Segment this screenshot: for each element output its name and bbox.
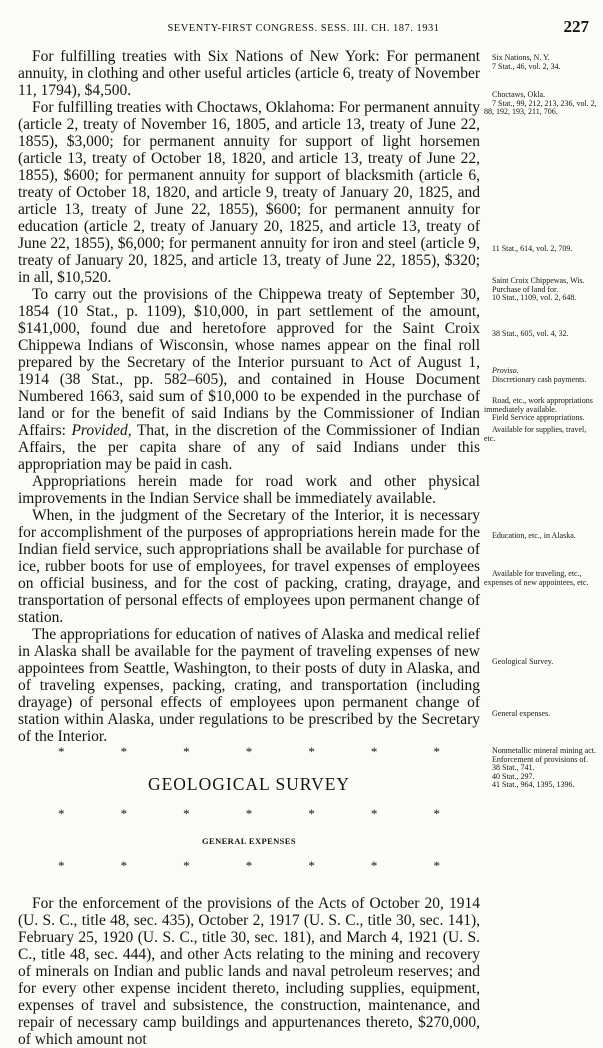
star: * — [370, 806, 378, 821]
margin-note-road-work: Road, etc., work appropriations immediately available. Field Service appropriations. — [484, 396, 593, 423]
margin-note-education-alaska: Education, etc., in Alaska. — [492, 531, 576, 540]
star: * — [120, 858, 128, 873]
star: * — [120, 744, 128, 759]
star: * — [370, 858, 378, 873]
star: * — [183, 744, 190, 759]
paragraph-mineral-enforcement: For the enforcement of the provisions of the Acts of October 20, 1914 (U. S. C., title 48, sec. 435), October 2, 1917 (U. S. C., title 30, sec. 141), February 25, 1920 (U. S. C., title 30, sec. 181), and March 4, 1921 (U. S. C., title 48, sec. 444), and other Acts relating to the mining and recovery of minerals on Indian and public lands and naval petroleum reserves; and for every other expense incident thereto, including supplies, equipment, expenses of travel and subsistence, the construction, maintenance, and repair of necessary camp buildings and appurtenances thereto, $270,000, of which amount not — [18, 895, 480, 1048]
chippewa-text-a: To carry out the provisions of the Chippewa treaty of September 30, 1854 (10 Stat., p. 1109), $10,000, in part settlement of the amount, $141,000, found due and heretofore approved for the Saint Croix Chippewa Indians of Wisconsin, whose names appear on the final roll prepared by the Secretary of the Interior pursuant to Act of August 1, 1914 (38 Stat., pp. 582–605), and contained in House Document Numbered 1663, said sum of $10,000 to be expended in the purchase of land or for the benefit of said Indians by the Commissioner of Indian Affairs: — [18, 286, 480, 439]
margin-note-proviso: Proviso. Discretionary cash payments. — [492, 366, 587, 384]
chippewa-text-b: That, in the discretion of the Commissioner of Indian Affairs, the per capita share of any of said Indians under this appropriation may be paid in cash. — [18, 422, 481, 473]
margin-note-geological-survey: Geological Survey. — [492, 657, 554, 666]
margin-note-stat-614: 11 Stat., 614, vol. 2, 709. — [492, 244, 573, 253]
margin-note-choctaws: Choctaws, Okla. 7 Stat., 99, 212, 213, 236, vol. 2, 88, 192, 193, 211, 706. — [484, 90, 597, 117]
star: * — [245, 806, 253, 821]
star: * — [370, 744, 378, 759]
star: * — [183, 858, 190, 873]
margin-note-traveling: Available for traveling, etc., expenses of new appointees, etc. — [484, 569, 589, 587]
star: * — [58, 744, 65, 759]
paragraph-road-work: Appropriations herein made for road work and other physical improvements in the Indian Service shall be immediately available. — [18, 473, 480, 507]
star: * — [58, 858, 65, 873]
star: * — [433, 744, 440, 759]
running-head: SEVENTY-FIRST CONGRESS. SESS. III. CH. 187. 1931 — [167, 23, 440, 34]
margin-note-six-nations: Six Nations, N. Y. 7 Stat., 46, vol. 2, 34. — [492, 53, 561, 71]
margin-note-stat-605: 38 Stat., 605, vol. 4, 32. — [492, 329, 569, 338]
star-separator — [18, 745, 480, 759]
star-separator — [18, 807, 480, 821]
star-separator — [18, 859, 480, 873]
paragraph-alaska: The appropriations for education of natives of Alaska and medical relief in Alaska shall be available for the payment of traveling expenses of new appointees from Seattle, Washington, to their posts of duty in Alaska, and of traveling expenses, packing, crating, and transportation (including drayage) of personal effects of employees upon permanent change of station within Alaska, under regulations to be prescribed by the Secretary of the Interior. — [18, 626, 480, 745]
margin-note-supplies: Available for supplies, travel, etc. — [484, 425, 587, 443]
page-number: 227 — [563, 17, 589, 36]
margin-note-general-expenses: General expenses. — [492, 709, 551, 718]
star: * — [183, 806, 190, 821]
star: * — [308, 858, 315, 873]
star: * — [308, 806, 315, 821]
paragraph-choctaws: For fulfilling treaties with Choctaws, Oklahoma: For permanent annuity (article 2, treaty of November 16, 1805, and article 13, treaty of June 22, 1855), $3,000; for permanent annuity for support of light horsemen (article 13, treaty of October 18, 1820, and article 13, treaty of June 22, 1855), $600; for permanent annuity for support of blacksmith (article 6, treaty of October 18, 1820, and article 9, treaty of January 20, 1825, and article 13, treaty of June 22, 1855), $600; for permanent annuity for education (article 2, treaty of January 20, 1825, and article 13, treaty of June 22, 1855), $6,000; for permanent annuity for iron and steel (article 9, treaty of January 20, 1825, and article 13, treaty of June 22, 1855), $320; in all, $10,520. — [18, 99, 480, 286]
paragraph-chippewa — [18, 286, 480, 473]
subsection-title: GENERAL EXPENSES — [201, 836, 297, 846]
star: * — [308, 744, 315, 759]
main-text — [18, 48, 480, 1048]
section-title: GEOLOGICAL SURVEY — [147, 774, 351, 794]
margin-note-saint-croix: Saint Croix Chippewas, Wis. Purchase of land for. 10 Stat., 1109, vol. 2, 648. — [492, 276, 585, 303]
star: * — [245, 858, 253, 873]
paragraph-field-service: When, in the judgment of the Secretary of the Interior, it is necessary for accomplishment of the purposes of appropriations herein made for the Indian field service, such appropriations shall be available for purchase of ice, rubber boots for use of employees, for travel expenses of employees on official business, and for the cost of packing, crating, drayage, and transportation of personal effects of employees upon permanent change of station. — [18, 507, 480, 626]
star: * — [245, 744, 253, 759]
star: * — [120, 806, 128, 821]
proviso-word: Provided, — [71, 422, 132, 439]
margin-notes — [484, 0, 598, 917]
paragraph-six-nations: For fulfilling treaties with Six Nations of New York: For permanent annuity, in clothing and other useful articles (article 6, treaty of November 11, 1794), $4,500. — [18, 48, 480, 99]
margin-note-mineral-mining: Nonmetallic mineral mining act. Enforcement of provisions of. 38 Stat., 741. 40 Stat., 297. 41 Stat., 964, 1395, 1396. — [492, 746, 596, 790]
star: * — [58, 806, 65, 821]
star: * — [433, 858, 440, 873]
star: * — [433, 806, 440, 821]
